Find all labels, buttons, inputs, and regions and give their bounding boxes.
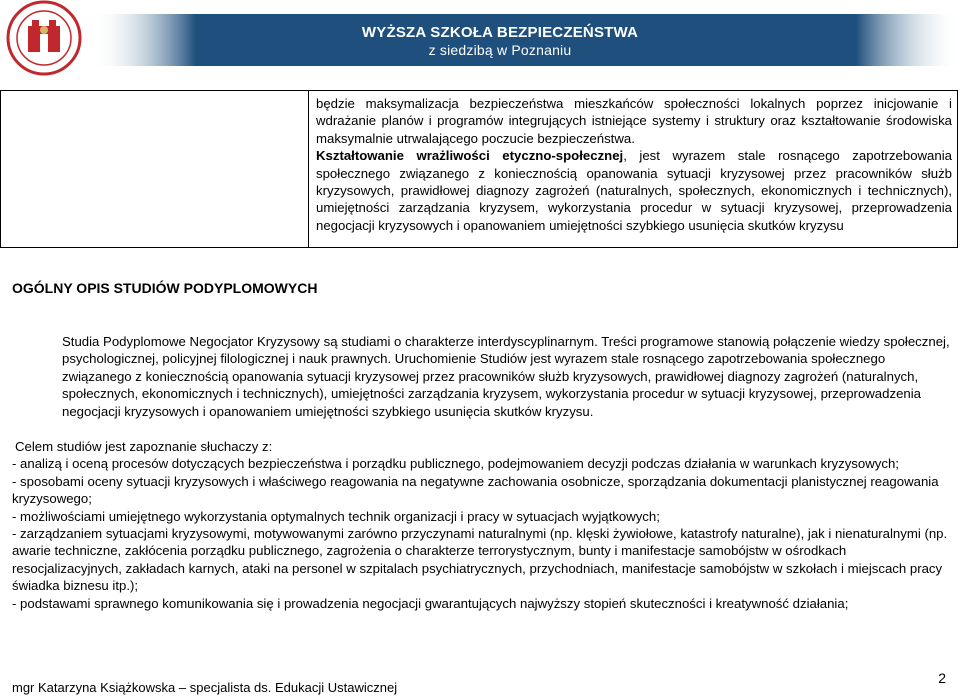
table-cell-paragraph: [316, 147, 952, 234]
goals-intro: Celem studiów jest zapoznanie słuchaczy z:: [15, 439, 273, 454]
table-column-divider: [308, 91, 309, 247]
description-block: [12, 333, 956, 420]
goals-list: [12, 438, 956, 612]
page-number: 2: [938, 670, 946, 686]
header-subtitle: z siedzibą w Poznaniu: [428, 42, 572, 58]
footer-author: mgr Katarzyna Książkowska – specjalista ds. Edukacji Ustawicznej: [12, 680, 398, 695]
goal-item: - możliwościami umiejętnego wykorzystania optymalnych technik organizacji i pracy w sytuacjach wyjątkowych;: [12, 508, 660, 524]
description-paragraph: Studia Podyplomowe Negocjator Kryzysowy są studiami o charakterze interdyscyplinarnym. Treści programowe stanowią połączenie wiedzy społecznej, psychologicznej, policyjnej filologicznej i nauk prawnych. Uruchomienie Studiów jest wyrazem stale rosnącego zapotrzebowania społecznego związanego z koniecznością opanowania sytuacji kryzysowej przez pracowników służb kryzysowych, prawidłowej diagnozy zagrożeń (naturalnych, społecznych, ekonomicznych i technicznych), umiejętności zarządzania kryzysem, wykorzystania procedur w sytuacji kryzysowej, przeprowadzenia negocjacji kryzysowych i opanowaniem umiejętności szybkiego usunięcia skutków kryzysu.: [62, 334, 950, 419]
table-cell-paragraph-rest: , jest wyrazem stale rosnącego zapotrzebowania społecznego związanego z koniecznością opanowania sytuacji kryzysowej przez pracowników służb kryzysowych, prawidłowej diagnozy zagrożeń (naturalnych, społecznych, ekonomicznych i technicznych), umiejętności zarządzania kryzysem, wykorzystania procedur w sytuacji kryzysowej, przeprowadzenia negocjacji kryzysowych i opanowaniem umiejętności szybkiego usunięcia skutków kryzysu: [316, 148, 952, 233]
table-cell-paragraph: będzie maksymalizacja bezpieczeństwa mieszkańców społeczności lokalnych poprzez inicjowanie i wdrażanie planów i programów integrujących istniejące systemy i struktury oraz kształtowanie środowiska maksymalnie utrwalającego poczucie bezpieczeństwa.: [316, 96, 952, 146]
goal-item: - podstawami sprawnego komunikowania się i prowadzenia negocjacji gwarantujących najwyższy stopień skuteczności i kreatywność działania;: [12, 595, 849, 611]
goal-item: - zarządzaniem sytuacjami kryzysowymi, motywowanymi zarówno przyczynami naturalnymi (np. klęski żywiołowe, katastrofy naturalne), jak i nienaturalnymi (np. awarie techniczne, zakłócenia porządku publicznego, zagrożenia o charakterze terrorystycznym, bunty i manifestacje samobójstw w ośrodkach resocjalizacyjnych, zakładach karnych, ataki na personel w szpitalach psychiatrycznych, przychodniach, manifestacje samobójstw w szkołach i miejscach pracy: [12, 526, 948, 576]
university-logo: [6, 0, 82, 76]
goal-item: - sposobami oceny sytuacji kryzysowych i właściwego reagowania na negatywne zachowania osobnicze, sporządzania dokumentacji planistycznej reagowania kryzysowego;: [12, 473, 939, 507]
header-title: WYŻSZA SZKOŁA BEZPIECZEŃSTWA: [361, 24, 639, 41]
goal-item: świadka biznesu itp.);: [12, 578, 139, 594]
bold-term: Kształtowanie wrażliwości etyczno-społecznej: [316, 148, 624, 164]
section-heading: OGÓLNY OPIS STUDIÓW PODYPLOMOWYCH: [12, 280, 318, 296]
goal-item: - analizą i oceną procesów dotyczących bezpieczeństwa i porządku publicznego, podejmowaniem decyzji podczas działania w warunkach kryzysowych;: [12, 456, 899, 472]
table-cell-text: [316, 95, 952, 234]
